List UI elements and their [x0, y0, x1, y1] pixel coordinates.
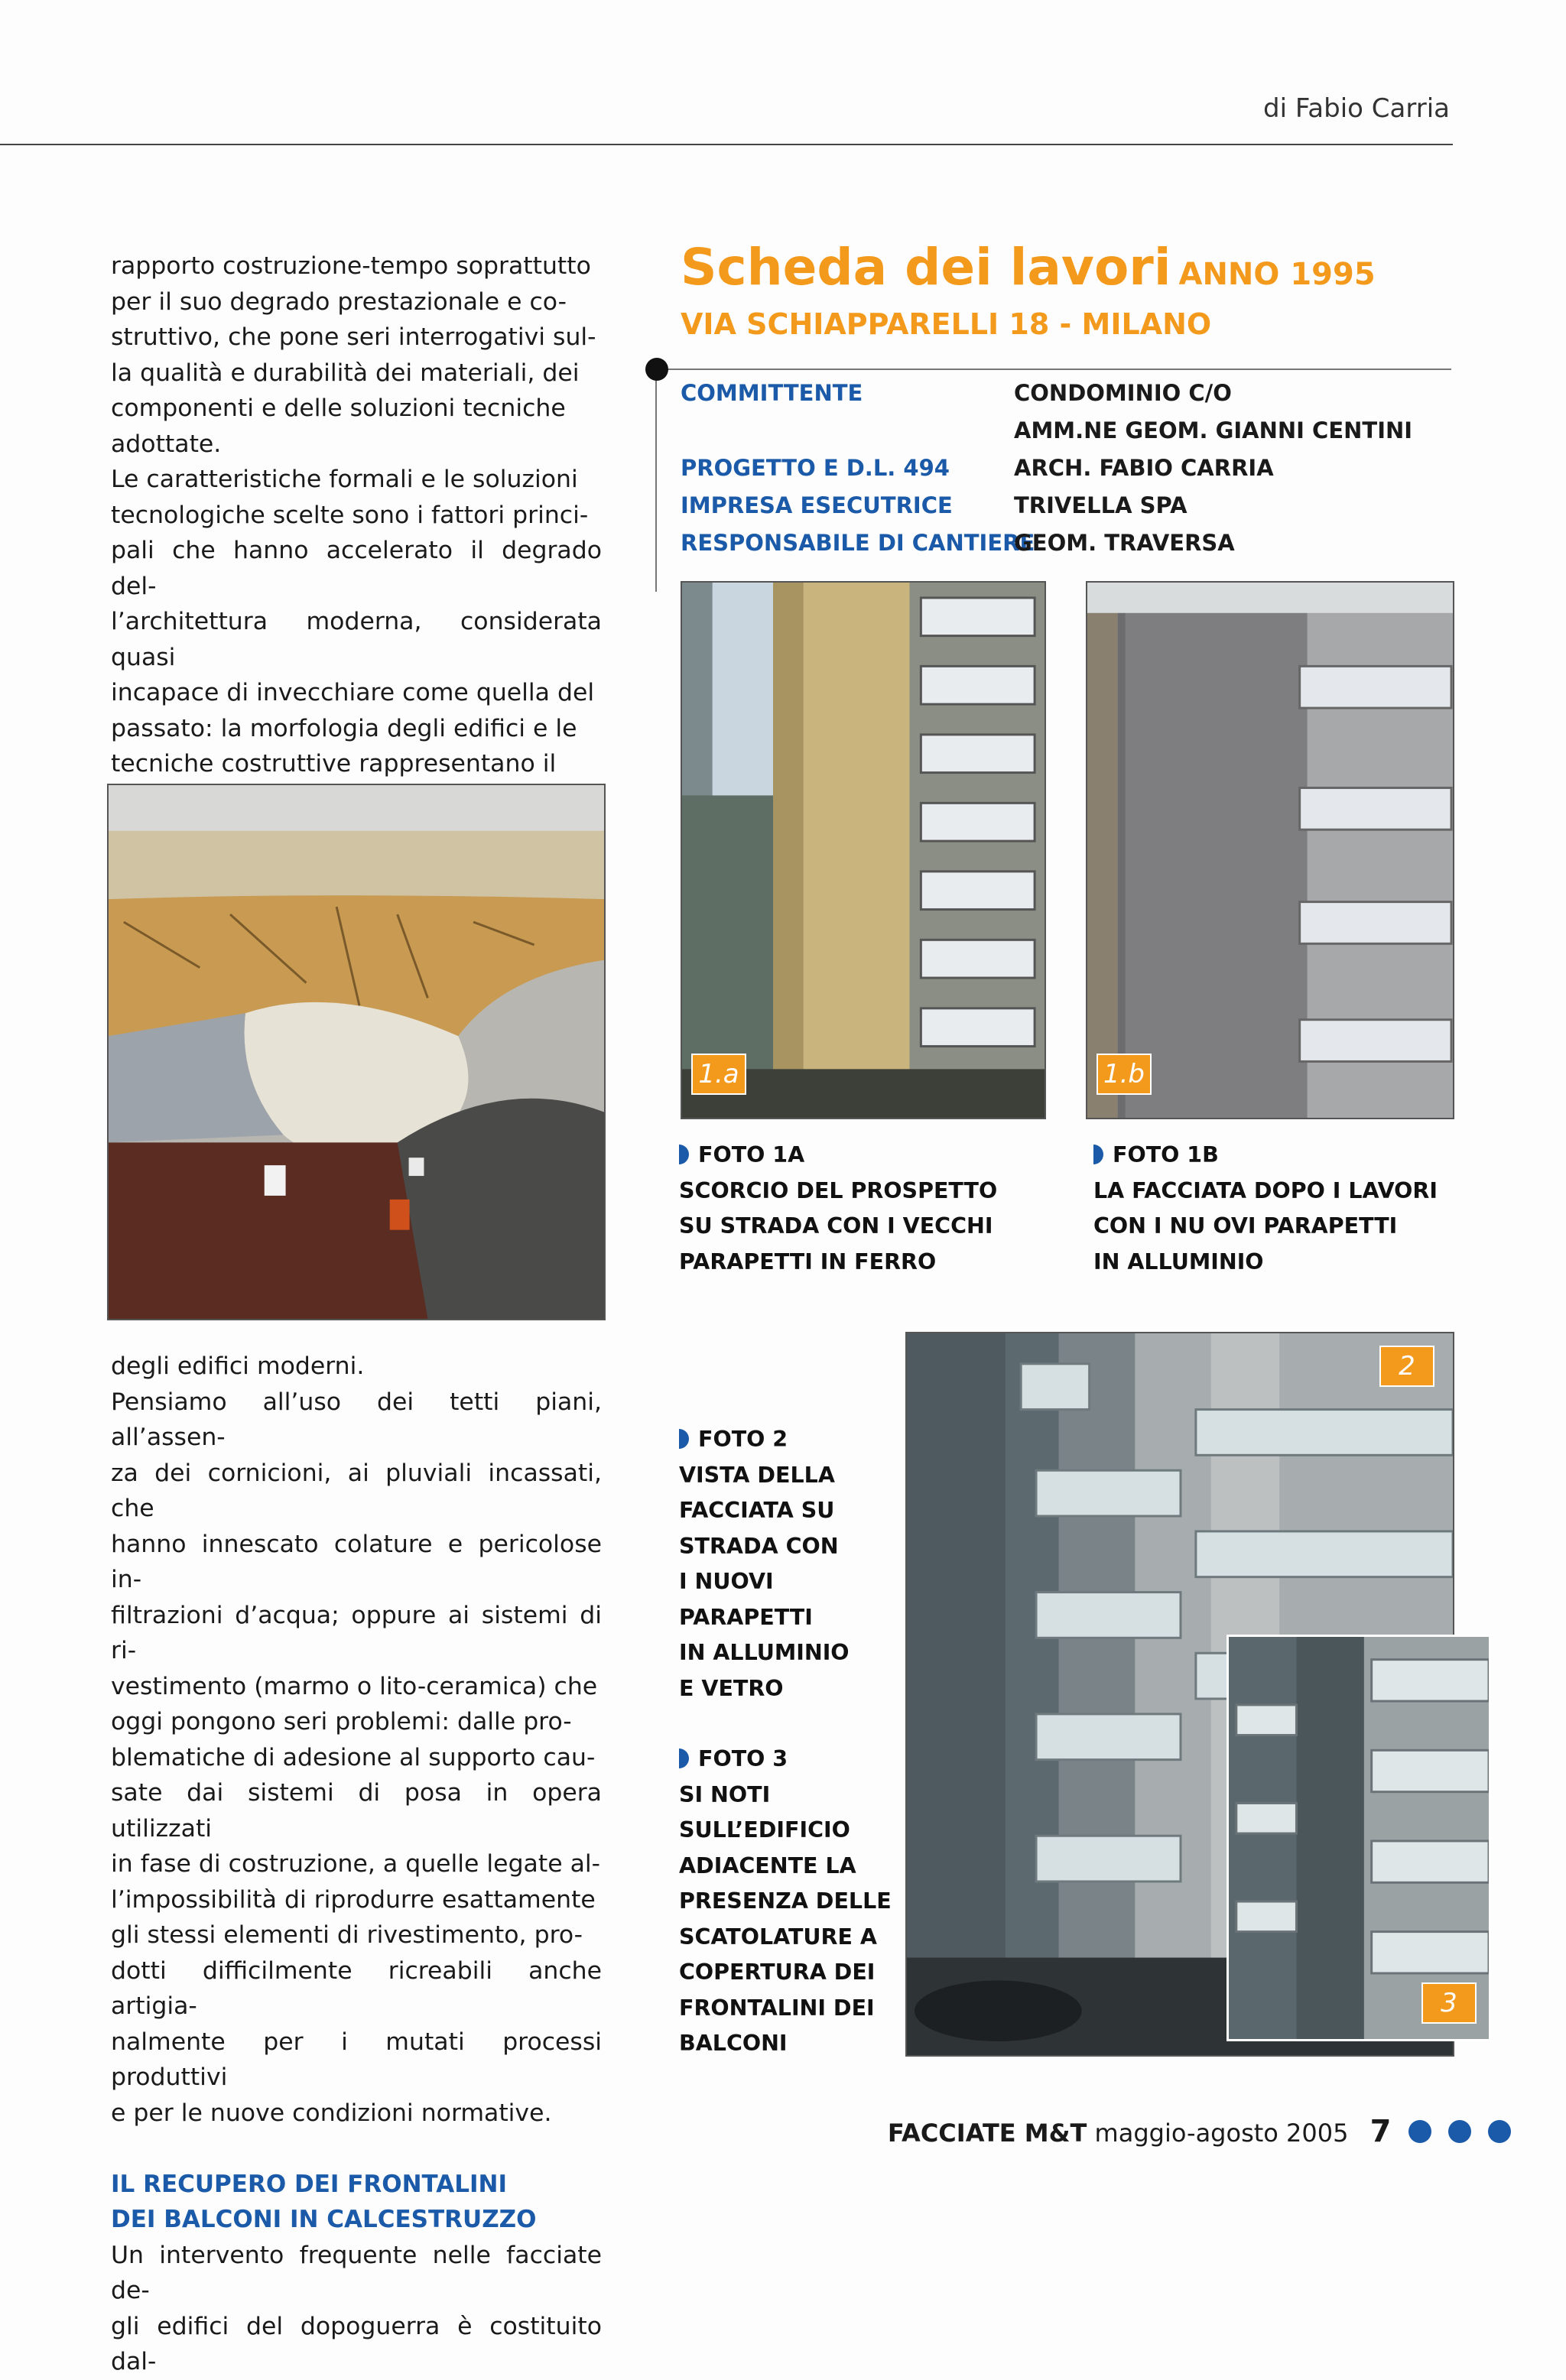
- page-number: 7: [1369, 2114, 1392, 2149]
- text-line: e per le nuove condizioni normative.: [111, 2099, 552, 2127]
- footer-dot-icon: [1408, 2120, 1431, 2143]
- text-line: nalmente per i mutati processi produttivi: [111, 2028, 602, 2091]
- caption-line: SI NOTI: [679, 1781, 771, 1807]
- caption-line: VISTA DELLA: [679, 1462, 835, 1488]
- text-line: Un intervento frequente nelle facciate de-: [111, 2241, 602, 2304]
- text-line: blematiche di adesione al supporto cau-: [111, 1743, 596, 1771]
- text-line: oggi pongono seri problemi: dalle pro-: [111, 1708, 572, 1735]
- scheda-value: TRIVELLA SPA: [1014, 492, 1187, 518]
- scheda-vertical-divider: [655, 369, 657, 592]
- scheda-value: CONDOMINIO C/O: [1014, 380, 1232, 406]
- caption-line: FRONTALINI DEI: [679, 1995, 875, 2021]
- text-line: per il suo degrado prestazionale e co-: [111, 287, 567, 316]
- caption-line: FACCIATA SU: [679, 1498, 835, 1523]
- footer-dot-icon: [1488, 2120, 1511, 2143]
- text-line: tecniche costruttive rappresentano il: [111, 750, 557, 778]
- caption-heading: FOTO 1B: [1113, 1142, 1219, 1167]
- photo-badge: 1.a: [691, 1054, 746, 1095]
- text-line: hanno innescato colature e pericolose in-: [111, 1530, 602, 1593]
- text-line: gli stessi elementi di rivestimento, pro-: [111, 1921, 583, 1949]
- stone-decay-photo: [107, 784, 606, 1320]
- caption-line: SCATOLATURE A: [679, 1924, 877, 1950]
- text-line: Pensiamo all’uso dei tetti piani, all’assen-: [111, 1388, 602, 1451]
- paragraph-gap: [111, 2131, 602, 2167]
- text-line: l’impossibilità di riprodurre esattamente: [111, 1885, 596, 1914]
- header-divider: [0, 144, 1453, 145]
- scheda-label: PROGETTO E D.L. 494: [681, 455, 950, 481]
- text-line: degli edifici moderni.: [111, 1352, 365, 1380]
- caption-heading: FOTO 2: [698, 1427, 788, 1452]
- scheda-value: ARCH. FABIO CARRIA: [1014, 455, 1274, 481]
- scheda-label: RESPONSABILE DI CANTIERE: [681, 530, 1035, 556]
- caption-line: LA FACCIATA DOPO I LAVORI: [1093, 1177, 1438, 1203]
- photo-3: [1226, 1635, 1491, 2041]
- text-line: sate dai sistemi di posa in opera utilizzati: [111, 1779, 602, 1843]
- caption-foto-2: [679, 1422, 850, 1706]
- article-text-bottom: [111, 1349, 602, 2380]
- caption-heading: FOTO 1A: [698, 1142, 805, 1167]
- text-line: la qualità e durabilità dei materiali, dei: [111, 359, 580, 387]
- caption-marker-icon: [679, 1145, 689, 1164]
- caption-line: COPERTURA DEI: [679, 1960, 876, 1985]
- section-subheading: IL RECUPERO DEI FRONTALINI: [111, 2170, 508, 2198]
- caption-line: SU STRADA CON I VECCHI: [679, 1213, 993, 1239]
- issue-date: maggio-agosto 2005: [1094, 2119, 1349, 2148]
- scheda-title-text: Scheda dei lavori: [681, 238, 1171, 297]
- caption-marker-icon: [679, 1429, 689, 1449]
- photo-badge: 2: [1379, 1346, 1434, 1387]
- text-line: componenti e delle soluzioni tecniche: [111, 395, 566, 422]
- text-line: struttivo, che pone seri interrogativi sul-: [111, 323, 596, 351]
- text-line: dotti difficilmente ricreabili anche artigia-: [111, 1956, 602, 2020]
- caption-foto-1a: [679, 1138, 997, 1280]
- text-line: passato: la morfologia degli edifici e le: [111, 714, 577, 742]
- magazine-name: FACCIATE M&T: [887, 2119, 1087, 2148]
- caption-line: CON I NU OVI PARAPETTI: [1093, 1213, 1398, 1239]
- article-text-top: [111, 248, 602, 817]
- caption-line: IN ALLUMINIO: [679, 1640, 850, 1665]
- caption-line: SCORCIO DEL PROSPETTO: [679, 1177, 998, 1203]
- caption-line: I NUOVI: [679, 1569, 774, 1594]
- text-line: l’architettura moderna, considerata quasi: [111, 608, 602, 671]
- text-line: incapace di invecchiare come quella del: [111, 679, 595, 706]
- scheda-value: GEOM. TRAVERSA: [1014, 530, 1235, 556]
- text-line: in fase di costruzione, a quelle legate al-: [111, 1850, 601, 1878]
- scheda-address: VIA SCHIAPPARELLI 18 - MILANO: [681, 307, 1212, 341]
- photo-1b: [1086, 581, 1454, 1119]
- text-line: tecnologiche scelte sono i fattori princi-: [111, 501, 589, 529]
- author-byline: di Fabio Carria: [1263, 93, 1450, 124]
- caption-foto-1b: [1093, 1138, 1438, 1280]
- caption-line: IN ALLUMINIO: [1093, 1248, 1264, 1274]
- text-line: Le caratteristiche formali e le soluzioni: [111, 466, 578, 493]
- text-line: gli edifici del dopoguerra è costituito dal-: [111, 2312, 602, 2375]
- bullet-dot: [645, 358, 668, 381]
- photo-badge: 3: [1421, 1982, 1477, 2024]
- text-line: za dei cornicioni, ai pluviali incassati, che: [111, 1459, 602, 1522]
- caption-marker-icon: [679, 1748, 689, 1768]
- caption-heading: FOTO 3: [698, 1746, 788, 1771]
- caption-line: E VETRO: [679, 1675, 784, 1701]
- page-footer: [888, 2114, 1511, 2149]
- text-line: vestimento (marmo o lito-ceramica) che: [111, 1672, 598, 1700]
- photo-badge: 1.b: [1097, 1054, 1152, 1095]
- caption-line: PARAPETTI IN FERRO: [679, 1248, 937, 1274]
- scheda-label: COMMITTENTE: [681, 380, 863, 406]
- text-line: adottate.: [111, 430, 222, 458]
- caption-line: BALCONI: [679, 2031, 788, 2056]
- text-line: filtrazioni d’acqua; oppure ai sistemi di ri-: [111, 1601, 602, 1664]
- caption-line: ADIACENTE LA: [679, 1852, 856, 1878]
- section-subheading: DEI BALCONI IN CALCESTRUZZO: [111, 2206, 537, 2233]
- caption-line: PRESENZA DELLE: [679, 1888, 892, 1914]
- scheda-label: IMPRESA ESECUTRICE: [681, 492, 953, 518]
- scheda-divider: [656, 369, 1451, 370]
- caption-foto-3: [679, 1742, 892, 2062]
- caption-line: STRADA CON: [679, 1533, 839, 1559]
- caption-line: PARAPETTI: [679, 1604, 813, 1630]
- text-line: rapporto costruzione-tempo soprattutto: [111, 252, 591, 280]
- scheda-value: AMM.NE GEOM. GIANNI CENTINI: [1014, 417, 1413, 443]
- scheda-year: ANNO 1995: [1178, 257, 1376, 292]
- footer-dot-icon: [1448, 2120, 1471, 2143]
- text-line: pali che hanno accelerato il degrado del-: [111, 537, 602, 600]
- caption-line: SULL’EDIFICIO: [679, 1817, 850, 1843]
- photo-1a: [681, 581, 1046, 1119]
- scheda-title: [681, 237, 1376, 305]
- caption-marker-icon: [1093, 1145, 1103, 1164]
